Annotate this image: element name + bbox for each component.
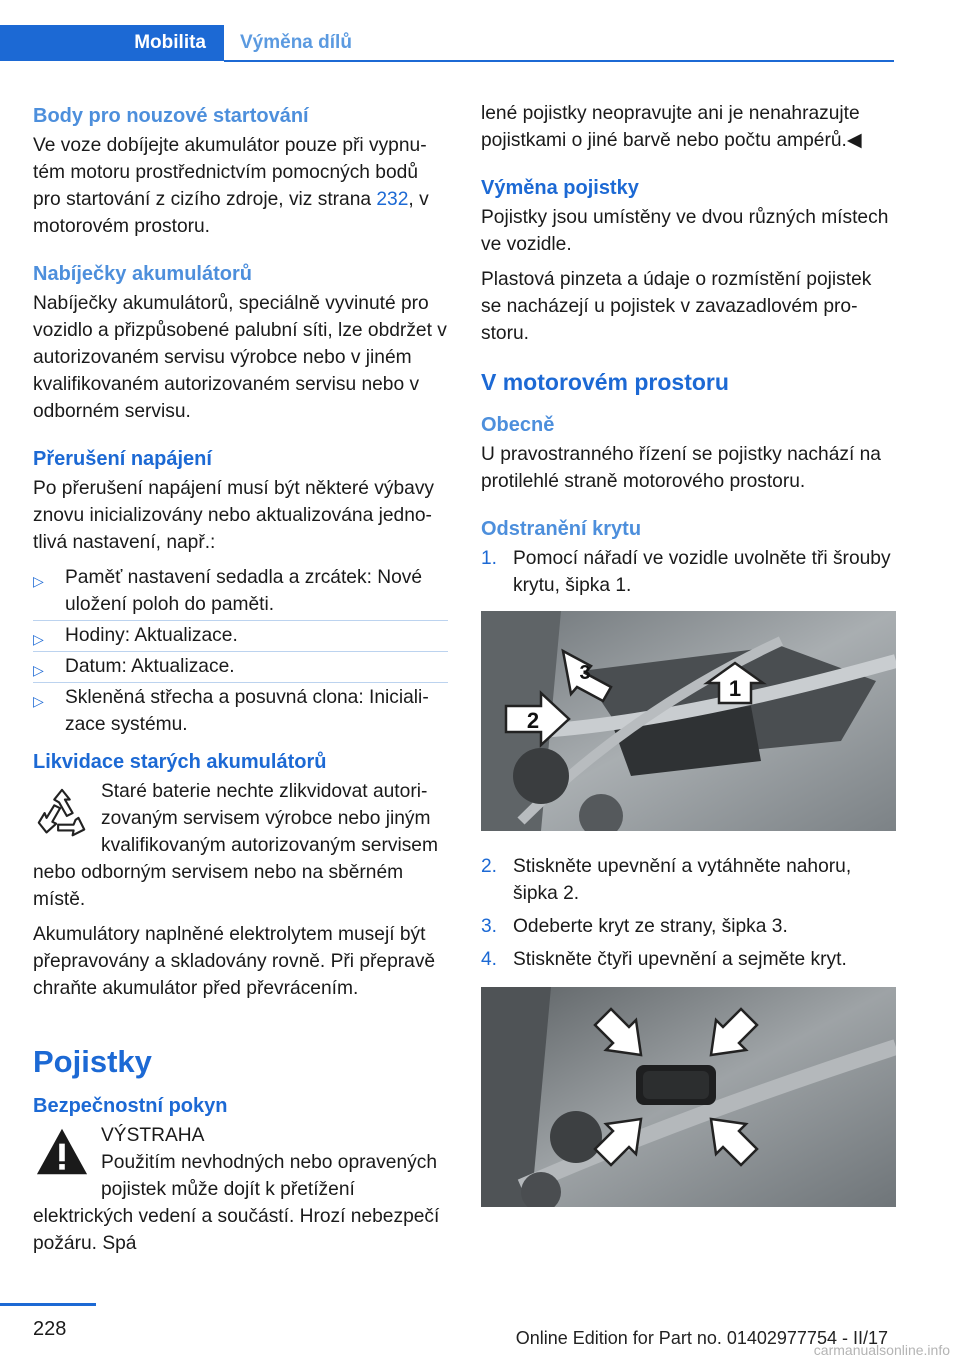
section-title-disposal: Likvidace starých akumulátorů — [33, 751, 327, 773]
watermark: carmanualsonline.info — [813, 1342, 950, 1358]
right-column — [481, 100, 896, 1229]
triangle-bullet-icon: ▷ — [33, 631, 44, 647]
edition-footer: Online Edition for Part no. 01402977754 - II/17 — [515, 1328, 888, 1348]
jump-start-text — [33, 132, 448, 240]
step-item — [481, 545, 896, 599]
list-item-text: Skleněná střecha a posuvná clona: Inicializace systému. — [65, 687, 429, 735]
step-item — [481, 913, 896, 940]
step-number: 3. — [481, 916, 498, 937]
fuse-tweezers-text: Plastová pinzeta a údaje o rozmístění pojistek se nacházejí u pojistek v zavazadlovém prostoru. — [481, 269, 872, 344]
step-text: Stiskněte čtyři upevnění a sejměte kryt. — [513, 949, 847, 970]
chapter-title-fuses: Pojistky — [33, 1044, 152, 1079]
list-item-text: Paměť nastavení sedadla a zrcátek: Nové uložení poloh do paměti. — [65, 567, 423, 615]
triangle-bullet-icon: ▷ — [33, 573, 44, 589]
section-title-cover-removal: Odstranění krytu — [481, 518, 642, 540]
arrow-label-3: 3 — [579, 662, 591, 684]
list-item — [33, 564, 448, 618]
section-title-general: Obecně — [481, 414, 555, 436]
step-item — [481, 853, 896, 907]
page-number: 228 — [33, 1318, 67, 1340]
warning-continued-text: lené pojistky neopravujte ani je nenahrazujte pojistkami o jiné barvě nebo počtu ampérů.◀ — [481, 103, 862, 151]
chargers-text: Nabíječky akumulátorů, speciálně vyvinuté pro vozidlo a přizpůsobené palubní síti, lze obdržet v autorizovaném servisu výrobce nebo v jiném kvalifikovaném autorizovaném servisu nebo v odborném servisu. — [33, 293, 447, 422]
power-interruption-text: Po přerušení napájení musí být některé výbavy znovu inicializovány nebo aktualizována jednotlivá nastavení, např.: — [33, 478, 435, 553]
section-title-power-interruption: Přerušení napájení — [33, 448, 212, 470]
warning-label: VÝSTRAHA — [101, 1125, 205, 1146]
recycle-icon — [33, 786, 91, 844]
step-number: 2. — [481, 856, 498, 877]
disposal-text: Staré baterie nechte zlikvidovat autorizovaným servisem výrobce nebo jiným kvalifikovaným autorizovaným servisem nebo odborným servisem nebo na sběrném místě. — [33, 781, 438, 910]
header-tab-bar — [0, 0, 960, 62]
tab-vymena-dilu[interactable]: Výměna dílů — [240, 32, 352, 53]
engine-photo-arrows-1-3 — [481, 611, 896, 831]
arrow-label-1: 1 — [728, 676, 742, 701]
step-number: 1. — [481, 548, 498, 569]
page-link-232[interactable]: 232 — [376, 189, 409, 210]
header-divider — [224, 60, 894, 62]
list-item — [33, 684, 448, 738]
list-item-text: Hodiny: Aktualizace. — [65, 625, 238, 646]
triangle-bullet-icon: ▷ — [33, 662, 44, 678]
section-title-jump-start: Body pro nouzové startování — [33, 105, 309, 127]
step-text: Odeberte kryt ze strany, šipka 3. — [513, 916, 788, 937]
step-number: 4. — [481, 949, 498, 970]
left-column — [33, 100, 448, 1265]
general-text: U pravostranného řízení se pojistky nachází na protilehlé straně motorového prostoru. — [481, 444, 881, 492]
section-title-engine-compartment: V motorovém prostoru — [481, 369, 729, 395]
section-title-safety-note: Bezpečnostní pokyn — [33, 1095, 228, 1117]
transport-text: Akumulátory naplněné elektrolytem musejí být přepravovány a skladovány rovně. Při přepravě chraňte akumulátor před převrácením. — [33, 924, 436, 999]
step-text: Stiskněte upevnění a vytáhněte nahoru, šipka 2. — [513, 856, 852, 904]
warning-triangle-icon — [33, 1126, 91, 1178]
warning-block — [33, 1122, 448, 1265]
warning-text: Použitím nevhodných nebo opravených pojistek může dojít k přetížení elektrických vedení a součástí. Hrozí nebezpečí požáru. Spá — [33, 1152, 440, 1254]
arrow-label-2: 2 — [526, 708, 540, 733]
engine-photo-four-clips — [481, 987, 896, 1207]
triangle-bullet-icon: ▷ — [33, 693, 44, 709]
steps-list-a — [481, 545, 896, 599]
jump-start-text-b: , v motorovém prostoru. — [33, 189, 429, 237]
list-item — [33, 653, 448, 680]
list-item-text: Datum: Aktualizace. — [65, 656, 235, 677]
jump-start-text-a: Ve voze dobíjejte akumulátor pouze při vypnutém motoru prostřednictvím pomocných bodů pro startování z cizího zdroje, viz strana — [33, 135, 427, 210]
list-item — [33, 622, 448, 649]
section-title-fuse-replacement: Výměna pojistky — [481, 177, 639, 199]
fuse-locations-text: Pojistky jsou umístěny ve dvou různých místech ve vozidle. — [481, 207, 889, 255]
section-title-chargers: Nabíječky akumulátorů — [33, 263, 252, 285]
steps-list-b — [481, 853, 896, 973]
footer-accent-line — [0, 1303, 96, 1306]
step-item — [481, 946, 896, 973]
reset-list — [33, 564, 448, 738]
step-text: Pomocí nářadí ve vozidle uvolněte tři šrouby krytu, šipka 1. — [513, 548, 891, 596]
tab-mobilita[interactable]: Mobilita — [0, 25, 224, 61]
disposal-block — [33, 778, 448, 921]
